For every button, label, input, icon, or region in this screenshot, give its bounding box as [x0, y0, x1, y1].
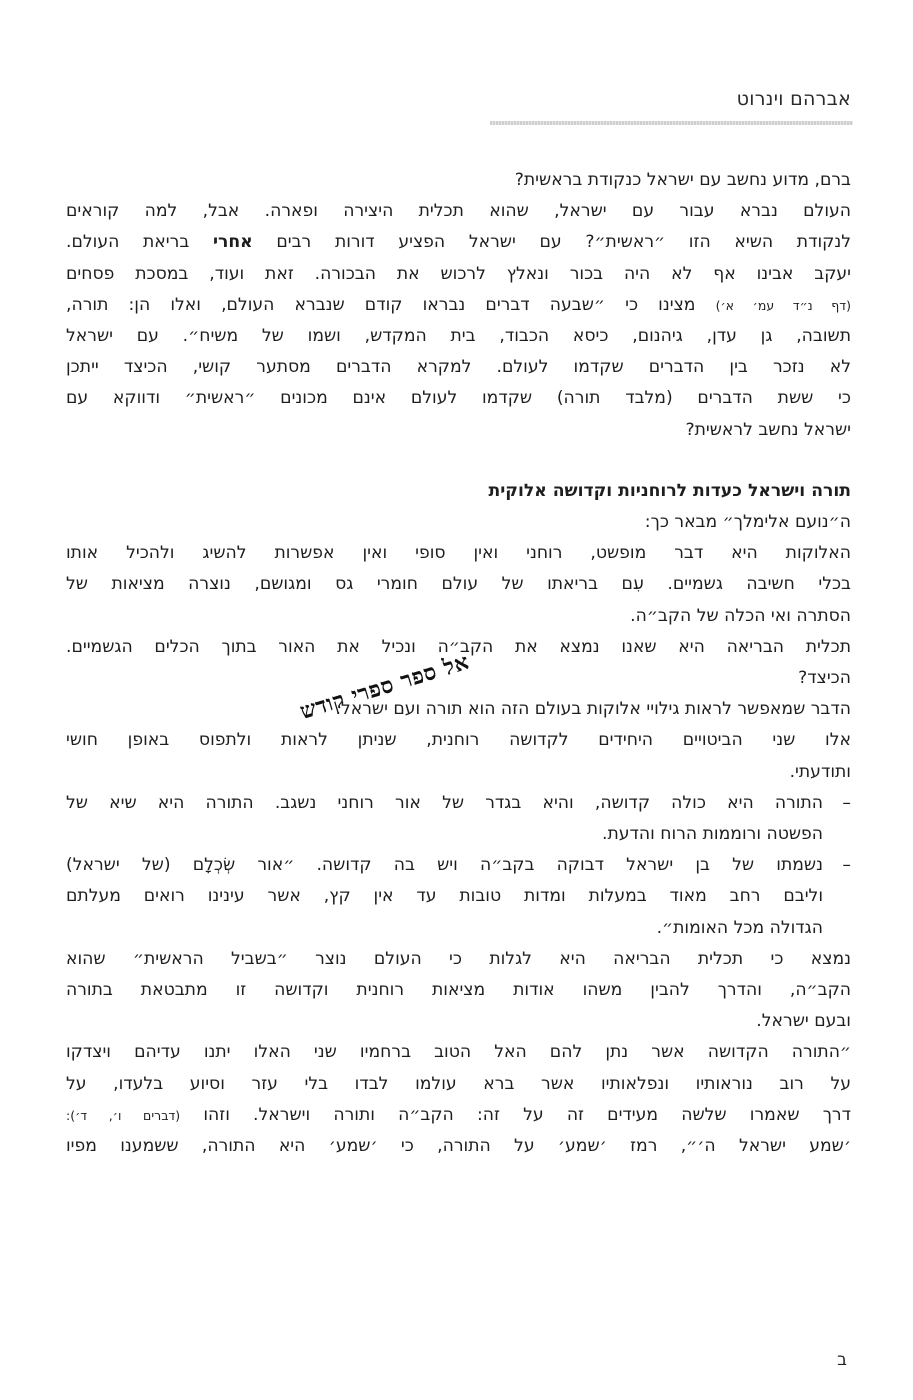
text-line: הסתרה ואי הכלה של הקב״ה. [630, 605, 851, 626]
text-line: נמצא כי תכלית הבריאה היא לגלות כי העולם נוצר ״בשביל הראשית״ שהוא [66, 948, 851, 969]
section-heading: תורה וישראל כעדות לרוחניות וקדושה אלוקית [488, 480, 851, 501]
text-line [66, 227, 851, 258]
text-line: תשובה, גן עדן, גיהנום, כיסא הכבוד, בית המקדש, ושמו של משיח״. עם ישראל [66, 326, 851, 347]
text-line: יעקב אבינו אף לא היה בכור ונאלץ לרכוש את הבכורה. זאת ועוד, במסכת פסחים [66, 263, 851, 284]
text-line [66, 290, 851, 321]
page-number: ב [837, 1350, 847, 1370]
text-line: העולם נברא עבור עם ישראל, שהוא תכלית היצירה ופארה. אבל, למה קוראים [66, 201, 851, 222]
text-line: אלו שני הביטויים היחידים לקדושה רוחנית, שניתן לראות ולתפוס באופן חושי [66, 730, 851, 751]
text-fragment: מצינו כי ״שבעה דברים נבראו קודם שנברא העולם, ואלו הן: תורה, [66, 294, 696, 315]
text-fragment: בריאת העולם. [66, 232, 190, 253]
text-line: לא נזכר בין הדברים שקדמו לעולם. למקרא הדברים מסתער קושי, הכיצד ייתכן [66, 357, 851, 378]
quote-line: ׳שמע ישראל ה׳״, רמז ׳שמע׳ על התורה, כי ׳שמע׳ היא התורה, ששמענו מפיו [66, 1136, 851, 1157]
header-rule-divider [490, 121, 853, 125]
section-spacer [66, 446, 851, 476]
text-line: האלוקות היא דבר מופשט, רוחני ואין סופי ואין אפשרות להשיג ולהכיל אותו [66, 543, 851, 564]
text-line: הכיצד? [798, 668, 851, 689]
text-fragment: לנקודת השיא הזו ״ראשית״? עם ישראל הפציע דורות רבים [276, 232, 851, 253]
text-line: הקב״ה, והדרך להבין משהו אודות מציאות רוחנית וקדושה זו מתבטאת בתורה [66, 980, 851, 1001]
emphasis-word: אחרי [212, 232, 253, 253]
quote-line: על רוב נוראותיו ונפלאותיו אשר ברא עולמו לבדו בלי עזר וסיוע בלעדו, על [66, 1073, 851, 1094]
text-line: וליבם רחב מאוד במעלות ומדות טובות עד אין קץ, אשר עינינו רואים מעלתם [66, 886, 823, 907]
text-line: נשמתו של בן ישראל דבוקה בקב״ה ויש בה קדושה. ״אור שְׂכְלָם (של ישראל) [66, 855, 823, 876]
text-line: ברם, מדוע נחשב עם ישראל כנקודת בראשית? [514, 170, 851, 190]
bullet-item-israel [66, 850, 851, 944]
dash-bullet-icon: – [842, 855, 851, 876]
text-line: הגדולה מכל האומות״. [656, 917, 823, 938]
text-line: תכלית הבריאה היא שאנו נמצא את הקב״ה ונכיל את האור בתוך הכלים הגשמיים. [66, 636, 851, 657]
text-line: בכלי חשיבה גשמיים. עִם בריאתו של עולם חומרי גס ומגושם, נוצרה מציאות של [66, 574, 851, 595]
text-line: ישראל נחשב לראשית? [685, 419, 851, 440]
quote-line: ״התורה הקדושה אשר נתן להם האל הטוב ברחמיו שני האלו יתנו עדיהם ויצדקו [66, 1042, 851, 1063]
text-line: ה״נועם אלימלך״ מבאר כך: [644, 512, 851, 533]
quote-line [66, 1100, 851, 1131]
library-stamp-watermark: אל ספר ספרי קודש [297, 648, 473, 725]
text-line: ותודעתי. [789, 761, 851, 782]
dash-bullet-icon: – [842, 792, 851, 813]
text-line: ובעם ישראל. [756, 1011, 851, 1032]
source-citation: (דברים ו׳, ד׳): [66, 1107, 181, 1123]
source-citation: (דף נ״ד עמ׳ א׳) [715, 297, 851, 313]
text-line: הדבר שמאפשר לראות גילויי אלוקות בעולם הזה הוא תורה ועם ישראל. [335, 699, 851, 720]
text-line: כי ששת הדברים (מלבד תורה) שקדמו לעולם אינם מכונים ״ראשית״ ודווקא עם [66, 388, 851, 409]
text-line: התורה היא כולה קדושה, והיא בגדר של אור רוחני נשגב. התורה היא שיא של [66, 792, 823, 813]
text-fragment: דרך שאמרו שלשה מעידים זה על זה: הקב״ה ותורה וישראל. וזהו [203, 1104, 851, 1125]
paragraph-question [66, 165, 851, 446]
running-head-author: אברהם וינרוט [736, 88, 851, 110]
text-line: הפשטה ורוממות הרוח והדעת. [602, 824, 823, 845]
bullet-item-torah [66, 788, 851, 850]
